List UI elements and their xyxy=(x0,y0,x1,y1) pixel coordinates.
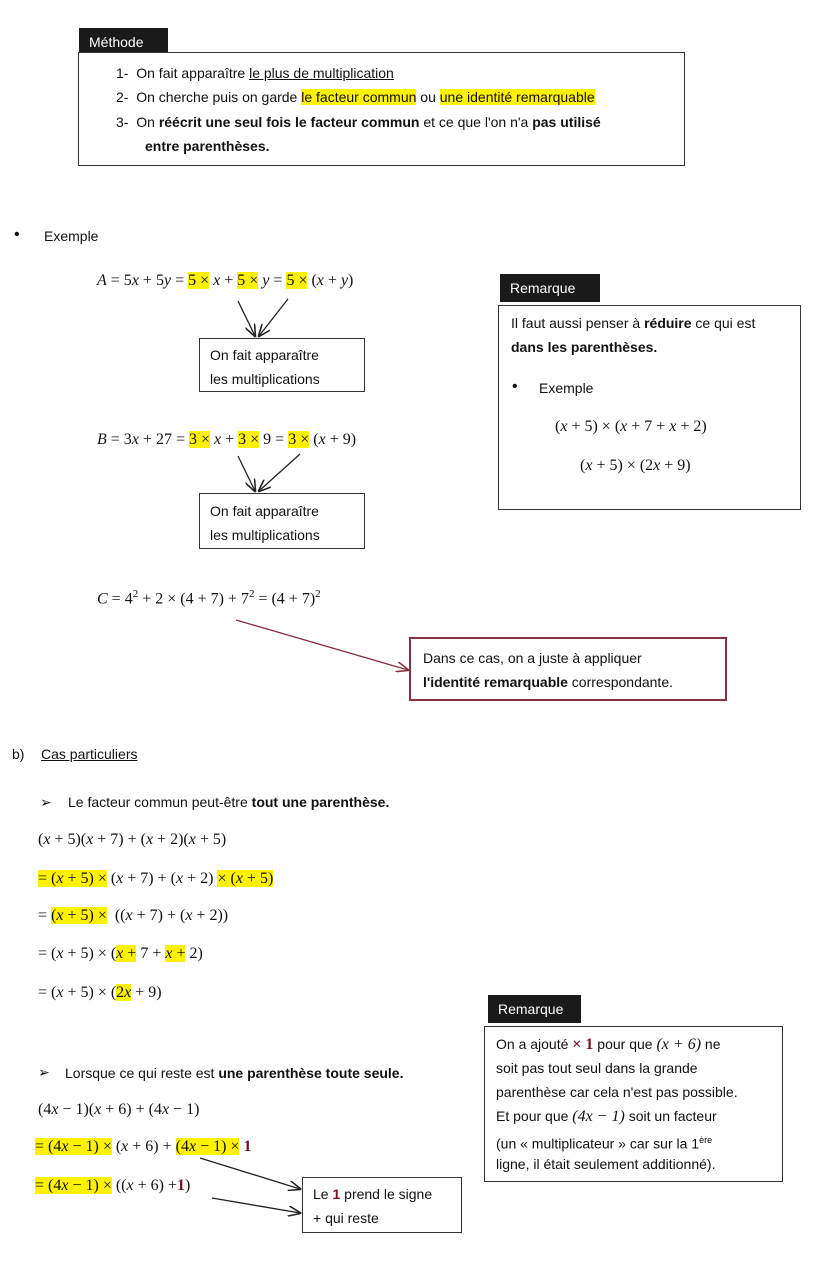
cas-2-eq-2: = (4x − 1) × (x + 6) + (4x − 1) × 1 xyxy=(35,1138,252,1155)
step-number: 3- xyxy=(116,114,129,130)
bullet: • xyxy=(512,378,518,395)
arrow-c xyxy=(236,620,408,670)
remarque-1-eq-2: (x + 5) × (2x + 9) xyxy=(580,457,691,474)
section-b-title: Cas particuliers xyxy=(41,746,138,762)
arrow-a-1 xyxy=(238,301,255,336)
note-text: Le xyxy=(313,1186,333,1202)
remarque-label-text: Remarque xyxy=(510,280,576,296)
remarque-1-exemple: Exemple xyxy=(539,380,594,396)
remarque-label-text: Remarque xyxy=(498,1001,564,1017)
exemple-heading: Exemple xyxy=(44,228,99,244)
equation-b: B = 3x + 27 = 3 × x + 3 × 9 = 3 × (x + 9) xyxy=(97,431,357,448)
remarque-math: (x + 6) xyxy=(656,1036,702,1053)
arrow-b-2 xyxy=(259,454,300,491)
cas-1-eq-3: = (x + 5) × ((x + 7) + (x + 2)) xyxy=(38,907,229,924)
arrow-last-1 xyxy=(200,1158,300,1189)
step-text: On cherche puis on garde xyxy=(136,89,302,105)
note-bold: l'identité remarquable xyxy=(423,674,568,690)
step-text: On fait apparaître xyxy=(136,65,250,81)
arrow-bullet-icon: ➢ xyxy=(38,1064,50,1080)
section-b-prefix: b) xyxy=(12,746,25,762)
note-line: On fait apparaître xyxy=(210,503,319,519)
note-line: les multiplications xyxy=(210,371,320,387)
remarque-red: × 1 xyxy=(572,1036,594,1053)
note-text: correspondante. xyxy=(567,674,673,690)
remarque-bold: réduire xyxy=(644,315,692,331)
remarque-2-line-6: ligne, il était seulement additionné). xyxy=(496,1156,716,1172)
remarque-1-eq-1: (x + 5) × (x + 7 + x + 2) xyxy=(555,418,707,435)
remarque-text: pour que xyxy=(593,1036,657,1052)
cas-text: Lorsque ce qui reste est xyxy=(65,1065,219,1081)
arrow-b-1 xyxy=(238,456,255,491)
cas-2-eq-1: (4x − 1)(x + 6) + (4x − 1) xyxy=(38,1101,200,1118)
cas-1-eq-5: = (x + 5) × (2x + 9) xyxy=(38,984,162,1001)
cas-bold: tout une parenthèse. xyxy=(251,794,390,810)
step-number: 2- xyxy=(116,89,129,105)
remarque-2-line-2: soit pas tout seul dans la grande xyxy=(496,1060,698,1076)
remarque-sup: ère xyxy=(699,1135,713,1145)
arrow-last-2 xyxy=(212,1198,300,1213)
remarque-math: (4x − 1) xyxy=(572,1108,625,1125)
step-text: et ce que l'on n'a xyxy=(419,114,533,130)
remarque-2-line-3: parenthèse car cela n'est pas possible. xyxy=(496,1084,738,1100)
cas-1-eq-1: (x + 5)(x + 7) + (x + 2)(x + 5) xyxy=(38,831,227,848)
step-bold: pas utilisé xyxy=(532,114,601,130)
note-line: On fait apparaître xyxy=(210,347,319,363)
remarque-text: (un « multiplicateur » car sur la 1 xyxy=(496,1135,700,1152)
step-bold: réécrit une seul fois le facteur commun xyxy=(158,114,420,130)
step-text: On xyxy=(136,114,159,130)
step-number: 1- xyxy=(116,65,129,81)
cas-1-eq-2: = (x + 5) × (x + 7) + (x + 2) × (x + 5) xyxy=(38,870,274,887)
step-text-underlined: le plus de multiplication xyxy=(249,65,394,81)
arrow-a-2 xyxy=(259,299,288,336)
note-text: prend le signe xyxy=(340,1186,433,1202)
note-line: Dans ce cas, on a juste à appliquer xyxy=(423,650,642,666)
methode-step-3-line2: entre parenthèses. xyxy=(145,138,270,154)
cas-2-eq-3: = (4x − 1) × ((x + 6) +1) xyxy=(35,1177,191,1194)
step-highlight-facteur: le facteur commun xyxy=(301,89,417,105)
note-red: 1 xyxy=(332,1186,341,1202)
bullet: • xyxy=(14,226,20,243)
cas-1-eq-4: = (x + 5) × (x + 7 + x + 2) xyxy=(38,945,203,962)
cas-bold: une parenthèse toute seule. xyxy=(218,1065,404,1081)
remarque-text: Il faut aussi penser à xyxy=(511,315,645,331)
cas-text: Le facteur commun peut-être xyxy=(68,794,252,810)
remarque-text: soit un facteur xyxy=(624,1108,717,1124)
remarque-text: Et pour que xyxy=(496,1108,573,1124)
step-highlight-identite: une identité remarquable xyxy=(439,89,595,105)
step-text: ou xyxy=(416,89,440,105)
equation-a: A = 5x + 5y = 5 × x + 5 × y = 5 × (x + y) xyxy=(97,272,354,289)
remarque-text: On a ajouté xyxy=(496,1036,573,1052)
remarque-text: ce qui est xyxy=(691,315,756,331)
note-line: + qui reste xyxy=(313,1210,379,1226)
note-line: les multiplications xyxy=(210,527,320,543)
equation-c: $C = 4^2 + 2 \times (4 + 7) + 7^2 = (4 + 7)^2$ xyxy=(97,588,321,608)
remarque-text: ne xyxy=(701,1036,721,1052)
methode-label-text: Méthode xyxy=(89,34,144,50)
arrow-bullet-icon: ➢ xyxy=(40,794,52,810)
remarque-1-line-2: dans les parenthèses. xyxy=(511,339,658,355)
